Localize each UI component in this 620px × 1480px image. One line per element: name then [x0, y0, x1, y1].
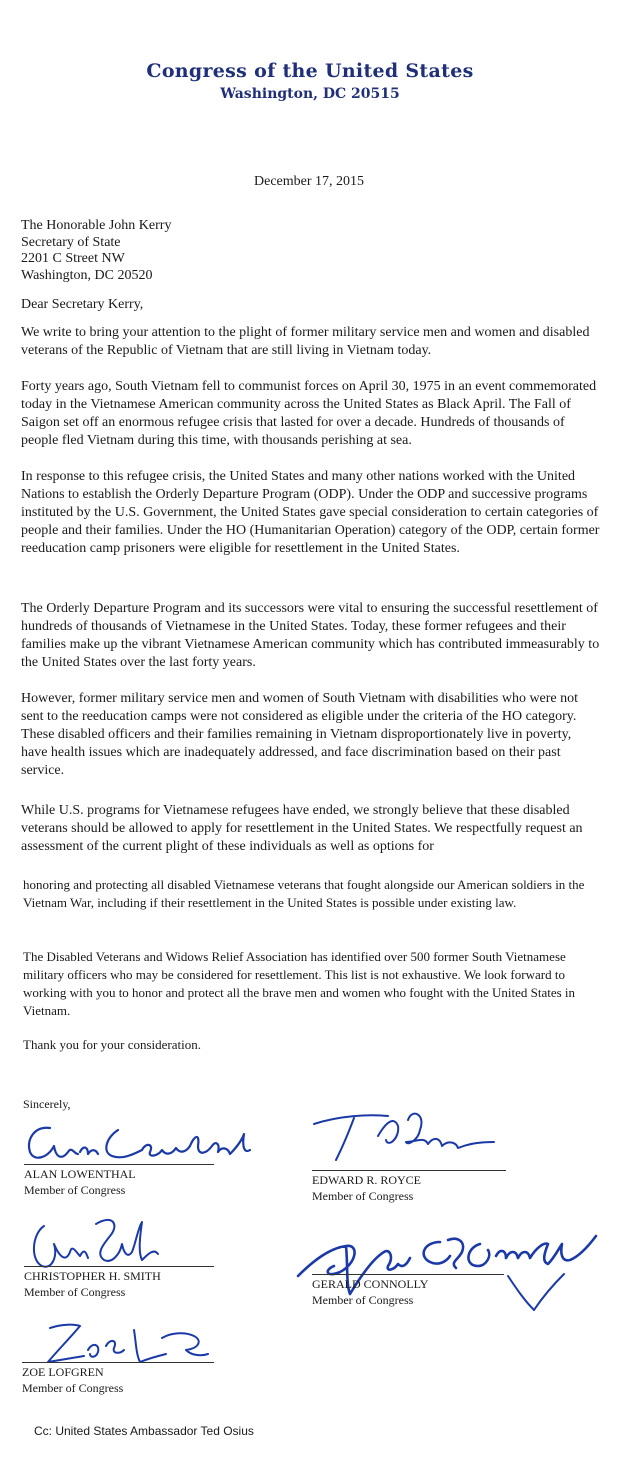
signatory-smith — [24, 1268, 161, 1300]
cc-line: Cc: United States Ambassador Ted Osius — [34, 1424, 254, 1438]
signatory-lofgren — [22, 1364, 123, 1396]
signatory-connolly — [312, 1276, 428, 1308]
paragraph-thanks: Thank you for your consideration. — [23, 1037, 201, 1052]
signatory-name: EDWARD R. ROYCE — [312, 1173, 422, 1187]
paragraph-history: Forty years ago, South Vietnam fell to communist forces on April 30, 1975 in an event commemorated today in the Vietnamese American community across the United States as Black April. The Fall of Saigon set off an enormous refugee crisis that lasted for over a decade. Hundreds of thousands of people fled Vietnam during this time, with thousands perishing at sea. — [21, 379, 597, 448]
signature-royce — [308, 1106, 508, 1168]
signature-line — [22, 1362, 214, 1363]
recipient-name: The Honorable John Kerry — [21, 218, 172, 233]
paragraph-successors: The Orderly Departure Program and its successors were vital to ensuring the successful resettlement of hundreds of thousands of Vietnamese in the United States. Today, these former refugees and their families make up the vibrant Vietnamese American community which has contributed immeasurably to the United States over the last forty years. — [21, 601, 600, 670]
signatory-lowenthal — [24, 1166, 136, 1198]
signatory-title: Member of Congress — [22, 1381, 124, 1395]
signature-line — [24, 1266, 214, 1267]
recipient-city: Washington, DC 20520 — [21, 267, 153, 283]
letter-date: December 17, 2015 — [254, 174, 365, 189]
signatory-royce — [312, 1172, 421, 1204]
salutation: Dear Secretary Kerry, — [21, 297, 144, 312]
signatory-title: Member of Congress — [24, 1285, 126, 1299]
letterhead-title: Congress of the United States — [146, 60, 474, 82]
signature-line — [24, 1164, 214, 1165]
signature-lowenthal — [22, 1118, 252, 1170]
paragraph-continuation: honoring and protecting all disabled Vietnamese veterans that fought alongside our American soldiers in the Vietnam War, including if their resettlement in the United States is possible under existing law. — [23, 877, 585, 910]
signatory-name: CHRISTOPHER H. SMITH — [24, 1269, 161, 1283]
signatory-name: ZOE LOFGREN — [22, 1365, 104, 1379]
recipient-address — [21, 218, 171, 284]
signatory-name: GERALD CONNOLLY — [312, 1277, 429, 1291]
closing: Sincerely, — [23, 1097, 71, 1111]
signature-line — [312, 1170, 506, 1171]
signatory-title: Member of Congress — [24, 1183, 126, 1197]
recipient-title: Secretary of State — [21, 234, 121, 250]
paragraph-disabled-veterans: However, former military service men and women of South Vietnam with disabilities who were not sent to the reeducation camps were not considered as eligible under the criteria of the HO category. These disabled officers and their families remaining in Vietnam disproportionately live in poverty, have health issues which are inadequately addressed, and face discrimination based on their past service. — [21, 691, 579, 778]
signatory-name: ALAN LOWENTHAL — [24, 1167, 136, 1181]
paragraph-association: The Disabled Veterans and Widows Relief Association has identified over 500 former South Vietnamese military officers who may be considered for resettlement. This list is not exhaustive. We look forward to working with you to honor and protect all the brave men and women who fought with the United States in Vietnam. — [23, 949, 576, 1018]
signatory-title: Member of Congress — [312, 1293, 414, 1307]
paragraph-intro: We write to bring your attention to the plight of former military service men and women and disabled veterans of the Republic of Vietnam that are still living in Vietnam today. — [21, 325, 590, 358]
letterhead-address: Washington, DC 20515 — [220, 86, 400, 102]
signatory-title: Member of Congress — [312, 1189, 414, 1203]
recipient-street: 2201 C Street NW — [21, 251, 125, 266]
paragraph-request: While U.S. programs for Vietnamese refugees have ended, we strongly believe that these disabled veterans should be allowed to apply for resettlement in the United States. We respectfully request an assessment of the current plight of these individuals as well as options for — [21, 803, 583, 854]
paragraph-odp: In response to this refugee crisis, the United States and many other nations worked with the United Nations to establish the Orderly Departure Program (ODP). Under the ODP and successive programs instituted by the U.S. Government, the United States gave special consideration to certain categories of people and their families. Under the HO (Humanitarian Operation) category of the ODP, certain former reeducation camp prisoners were eligible for resettlement in the United States. — [21, 469, 600, 556]
signature-line — [312, 1274, 504, 1275]
